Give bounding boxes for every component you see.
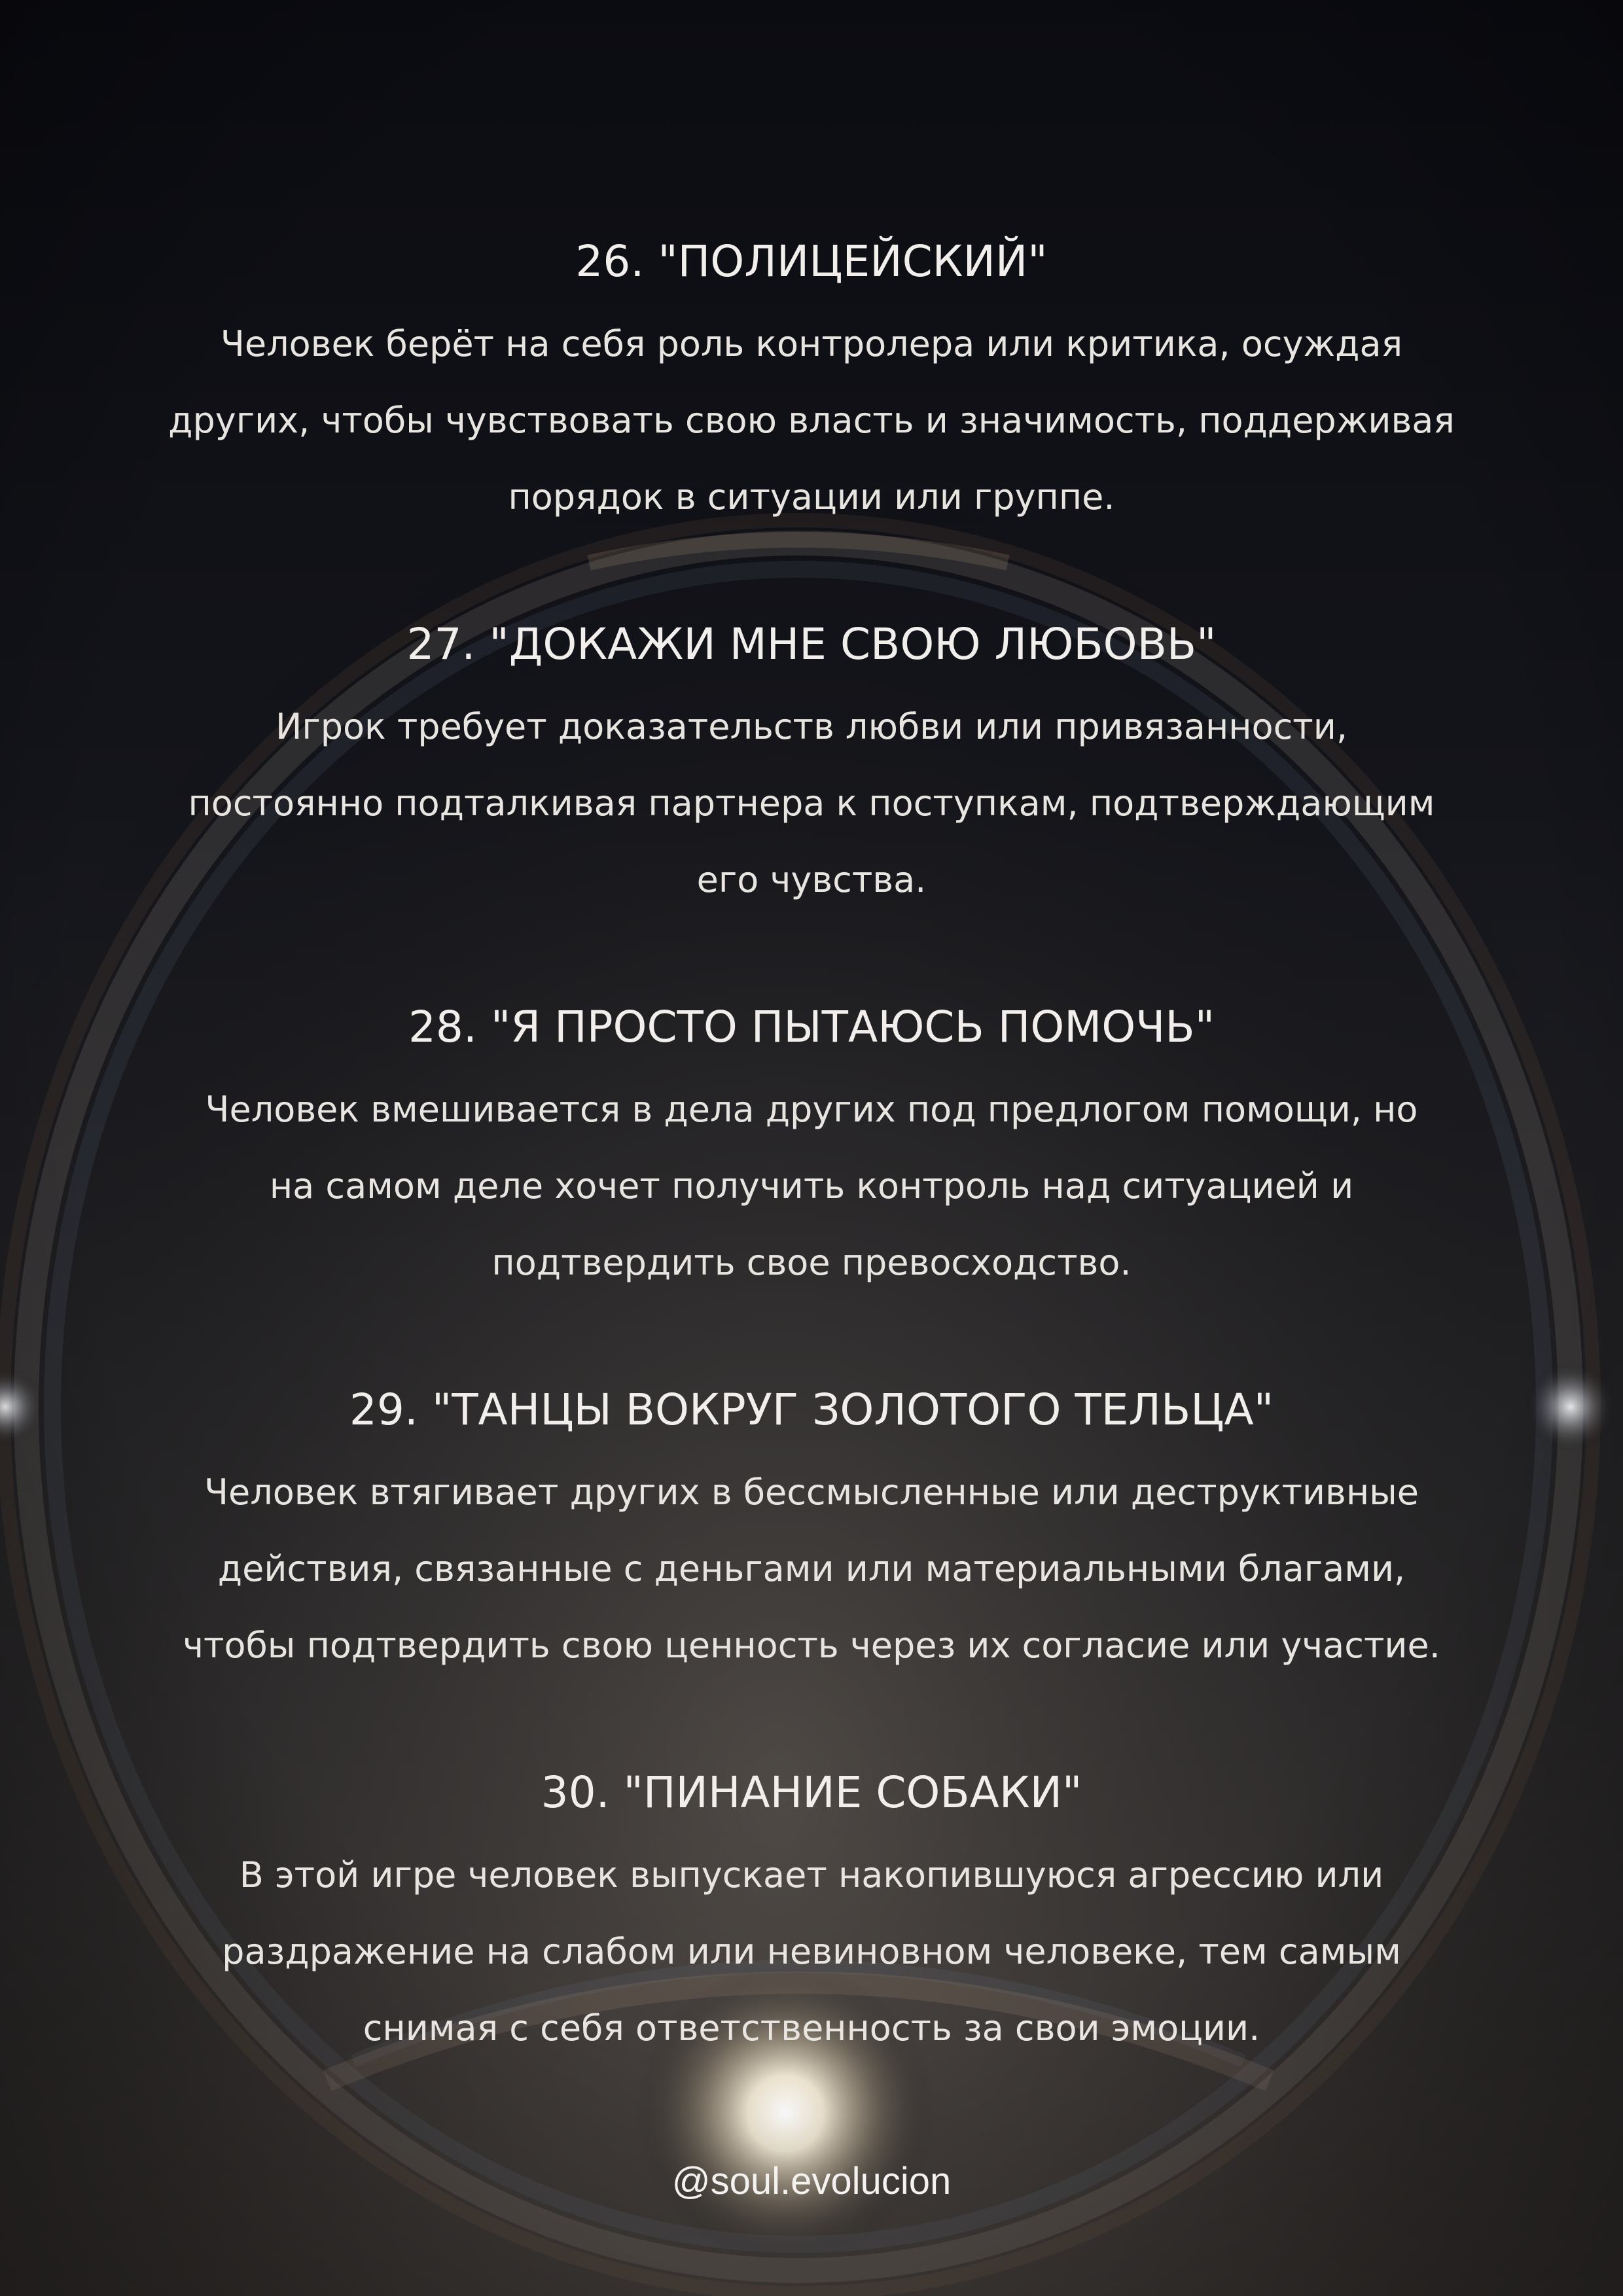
description-line: его чувства. (696, 859, 927, 900)
description-line: Человек втягивает других в бессмысленные или деструктивные (204, 1472, 1419, 1513)
description-line: постоянно подталкивая партнера к поступкам, подтверждающим (188, 783, 1435, 824)
section-description (105, 1071, 1518, 1301)
section-28 (105, 998, 1518, 1301)
description-line: подтвердить свое превосходство. (491, 1242, 1132, 1283)
section-27 (105, 615, 1518, 918)
description-line: Человек вмешивается в дела других под предлогом помощи, но (205, 1089, 1418, 1130)
description-line: других, чтобы чувствовать свою власть и значимость, поддерживая (168, 400, 1455, 441)
description-line: действия, связанные с деньгами или материальными благами, (217, 1548, 1406, 1589)
description-line: Человек берёт на себя роль контролера или критика, осуждая (220, 323, 1403, 364)
section-description (105, 1837, 1518, 2066)
section-title: 27. "ДОКАЖИ МНЕ СВОЮ ЛЮБОВЬ" (406, 619, 1217, 669)
description-line: порядок в ситуации или группе. (508, 476, 1115, 518)
section-title: 30. "ПИНАНИЕ СОБАКИ" (541, 1767, 1082, 1818)
section-26 (105, 232, 1518, 535)
section-description (105, 1454, 1518, 1684)
description-line: В этой игре человек выпускает накопившуюся агрессию или (239, 1854, 1384, 1896)
section-description (105, 306, 1518, 535)
description-line: на самом деле хочет получить контроль над ситуацией и (269, 1165, 1354, 1207)
section-30 (105, 1763, 1518, 2066)
description-line: чтобы подтвердить свою ценность через их согласие или участие. (183, 1625, 1440, 1666)
section-29 (105, 1381, 1518, 1684)
section-title: 28. "Я ПРОСТО ПЫТАЮСЬ ПОМОЧЬ" (408, 1002, 1215, 1052)
section-title: 26. "ПОЛИЦЕЙСКИЙ" (575, 236, 1048, 287)
section-title: 29. "ТАНЦЫ ВОКРУГ ЗОЛОТОГО ТЕЛЬЦА" (349, 1385, 1274, 1435)
description-line: раздражение на слабом или невиновном человеке, тем самым (222, 1931, 1401, 1972)
description-line: снимая с себя ответственность за свои эмоции. (363, 2007, 1260, 2049)
author-handle: @soul.evolucion (671, 2160, 952, 2202)
section-description (105, 688, 1518, 918)
description-line: Игрок требует доказательств любви или привязанности, (275, 706, 1348, 747)
